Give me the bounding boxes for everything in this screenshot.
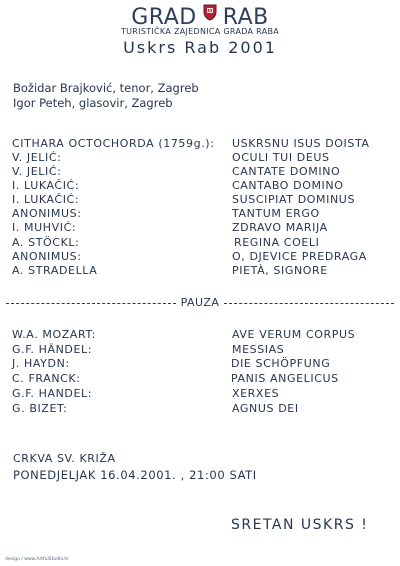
divider-line-left: [6, 303, 176, 304]
program-composer: C. FRANCK:: [12, 372, 81, 385]
program-composer: G. BIZET:: [12, 402, 68, 415]
program-composer: ANONIMUS:: [12, 250, 82, 263]
program-work: TANTUM ERGO: [232, 207, 320, 220]
design-credit: design / www.ArtfulStudio.hr: [5, 557, 70, 562]
program-work: SUSCIPIAT DOMINUS: [232, 193, 356, 206]
program-composer: G.F. HÄNDEL:: [12, 343, 93, 356]
program-work: XERXES: [232, 387, 280, 400]
program-work: O, DJEVICE PREDRAGA: [232, 250, 367, 263]
program-composer: A. STÖCKL:: [12, 236, 80, 249]
program-composer: I. LUKAČIĆ:: [12, 179, 80, 192]
program-work: REGINA COELI: [234, 236, 320, 249]
program-composer: V. JELIĆ:: [12, 165, 62, 178]
program-work: AVE VERUM CORPUS: [232, 328, 356, 341]
program-work: ZDRAVO MARIJA: [232, 221, 328, 234]
program-composer: A. STRADELLA: [12, 264, 98, 277]
performer-line: Igor Peteh, glasovir, Zagreb: [13, 96, 173, 110]
event-datetime: PONEDJELJAK 16.04.2001. , 21:00 SATI: [13, 468, 257, 482]
program-work: AGNUS DEI: [232, 402, 299, 415]
divider-line-right: [224, 303, 394, 304]
pause-label: PAUZA: [180, 296, 220, 309]
rab-crest-icon: [203, 2, 217, 19]
program-work: USKRSNU ISUS DOISTA: [232, 137, 370, 150]
program-composer: CITHARA OCTOCHORDA (1759g.):: [12, 137, 215, 150]
event-title: Uskrs Rab 2001: [123, 38, 277, 57]
program-work: OCULI TUI DEUS: [232, 151, 330, 164]
easter-greeting: SRETAN USKRS !: [231, 517, 369, 533]
program-work: CANTATE DOMINO: [232, 165, 341, 178]
performer-line: Božidar Brajković, tenor, Zagreb: [13, 81, 199, 95]
logo: [0, 2, 400, 30]
organization-subtitle: TURISTIČKA ZAJEDNICA GRADA RABA: [120, 27, 280, 36]
program-composer: V. JELIĆ:: [12, 151, 62, 164]
venue: CRKVA SV. KRIŽA: [13, 452, 116, 465]
program-work: CANTABO DOMINO: [232, 179, 344, 192]
program-work: PIETÀ, SIGNORE: [232, 264, 328, 277]
logo-rab: RAB: [222, 5, 269, 30]
program-composer: ANONIMUS:: [12, 207, 82, 220]
program-work: MESSIAS: [232, 343, 285, 356]
program-composer: I. MUHVIĆ:: [12, 221, 77, 234]
program-composer: I. LUKAČIĆ:: [12, 193, 80, 206]
logo-grad: GRAD: [131, 5, 197, 30]
program-composer: W.A. MOZART:: [12, 328, 96, 341]
program-work: PANIS ANGELICUS: [231, 372, 339, 385]
pause-divider: [6, 296, 394, 309]
program-work: DIE SCHÖPFUNG: [231, 357, 331, 370]
program-composer: G.F. HANDEL:: [12, 387, 93, 400]
program-composer: J. HAYDN:: [12, 357, 70, 370]
